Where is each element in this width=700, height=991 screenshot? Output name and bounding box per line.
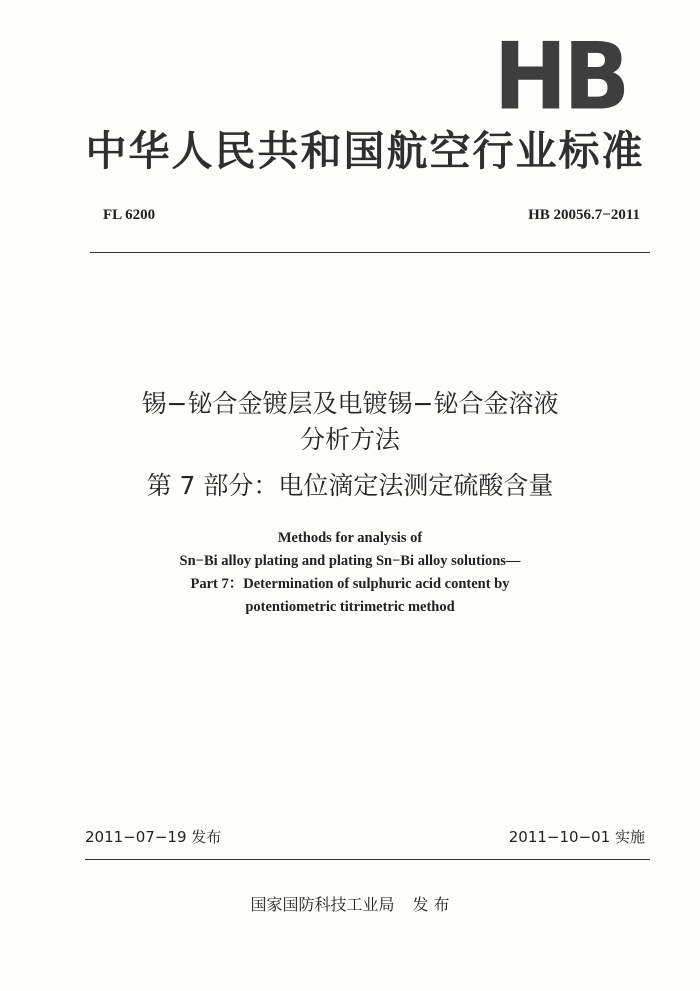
footer-divider [85,859,650,860]
standard-code: HB 20056.7−2011 [528,207,640,223]
title-en-line1: Methods for analysis of [277,530,423,546]
issuer-action: 发 布 [412,895,450,914]
title-cn-line1: 锡−铋合金镀层及电镀锡−铋合金溶液 [141,389,559,418]
header-divider [90,252,650,253]
title-en-line4: potentiometric titrimetric method [245,599,455,615]
classification-code: FL 6200 [103,207,156,223]
implement-date: 2011−10−01 实施 [508,828,645,846]
title-en-line3: Part 7：Determination of sulphuric acid content by [190,576,510,592]
title-cn-line3: 第 7 部分：电位滴定法测定硫酸含量 [146,471,554,500]
title-cn-line2: 分析方法 [299,425,400,454]
title-en-line2: Sn−Bi alloy plating and plating Sn−Bi alloy solutions— [179,553,521,569]
publish-date: 2011−07−19 发布 [85,828,222,846]
issuer-name: 国家国防科技工业局 [250,895,395,914]
hb-logo: HB [493,22,627,131]
organization-title: 中华人民共和国航空行业标准 [85,127,645,175]
issuer-line [100,892,600,915]
